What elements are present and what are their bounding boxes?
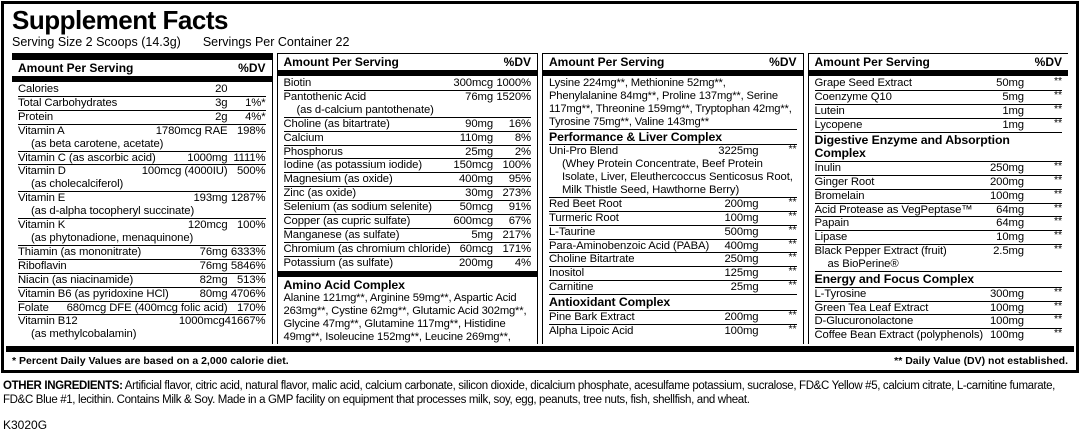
nutrient-amount: 50mg xyxy=(996,77,1024,89)
nutrient-amount: 193mg xyxy=(193,192,228,205)
nutrient-dv: ** xyxy=(1054,327,1062,340)
nutrient-dv: 4%* xyxy=(245,110,266,123)
footnote-daily-values: * Percent Daily Values are based on a 2,000 calorie diet. xyxy=(12,354,289,367)
nutrient-name: Thiamin (as mononitrate) xyxy=(18,245,142,258)
header-thick-bar xyxy=(278,70,538,76)
nutrient-dv: 100% xyxy=(502,159,531,172)
nutrient-amount: 1mg xyxy=(1002,104,1024,117)
nutrient-row xyxy=(815,175,1063,189)
nutrient-row xyxy=(284,131,532,145)
nutrient-name: Phosphorus xyxy=(283,145,343,158)
nutrient-name: Calcium xyxy=(283,131,324,144)
header-thick-bar xyxy=(543,70,803,76)
nutrient-name: Riboflavin xyxy=(18,259,67,272)
nutrient-dv: ** xyxy=(1054,243,1062,256)
nutrient-amount: 200mg xyxy=(458,256,493,269)
nutrient-row xyxy=(815,287,1063,301)
nutrient-name: Niacin (as niacinamide) xyxy=(18,273,134,286)
column-header xyxy=(18,60,266,75)
nutrient-amount: 400mg xyxy=(724,239,759,252)
nutrient-dv: 171% xyxy=(502,242,531,255)
nutrient-dv: 41667% xyxy=(224,315,266,328)
nutrient-row xyxy=(18,151,266,165)
nutrient-row xyxy=(549,266,797,280)
nutrient-amount: 100mg xyxy=(724,211,759,224)
nutrient-name: Vitamin K xyxy=(18,219,66,232)
nutrient-row xyxy=(815,118,1063,132)
ingredient-list-paragraph: Lysine 224mg**, Methionine 52mg**, Phenylalanine 84mg**, Proline 137mg**, Serine 117mg**, Threonine 159mg**, Tryptophan 42mg**, Tyrosine 75mg**, Valine 143mg** xyxy=(549,77,792,128)
nutrient-row xyxy=(284,242,532,256)
nutrient-dv: ** xyxy=(788,223,797,236)
nutrient-amount: 200mg xyxy=(989,175,1024,188)
nutrient-source: (as phytonadione, menaquinone) xyxy=(31,231,194,244)
nutrient-dv: ** xyxy=(788,279,797,292)
nutrient-name: Lipase xyxy=(814,231,848,244)
nutrient-row xyxy=(815,216,1063,230)
nutrient-dv: 8% xyxy=(514,131,531,144)
nutrient-name: Green Tea Leaf Extract xyxy=(814,301,929,314)
nutrient-row xyxy=(18,259,266,273)
section-header: Digestive Enzyme and Absorption Complex xyxy=(815,132,1063,161)
nutrient-dv: 170% xyxy=(237,301,266,314)
nutrient-amount: 600mcg xyxy=(453,215,493,228)
nutrient-row xyxy=(549,225,797,239)
nutrient-amount: 1780mcg RAE xyxy=(155,124,228,137)
nutrient-name: Vitamin E xyxy=(18,192,66,205)
nutrient-row xyxy=(18,245,266,259)
column-header-label: Amount Per Serving xyxy=(549,55,665,69)
nutrient-name: Vitamin B12 xyxy=(18,315,78,328)
nutrient-source: (as d-calcium pantothenate) xyxy=(296,103,434,116)
nutrient-name: L-Tyrosine xyxy=(814,287,867,300)
nutrient-row xyxy=(815,301,1063,315)
nutrient-amount: 300mg xyxy=(989,287,1024,300)
section-header: Performance & Liver Complex xyxy=(549,129,797,145)
nutrient-dv: ** xyxy=(788,251,797,264)
nutrient-name: Selenium (as sodium selenite) xyxy=(283,201,432,214)
footnote-dv-not-established: ** Daily Value (DV) not established. xyxy=(894,354,1068,367)
nutrient-name: Folate xyxy=(18,301,49,314)
nutrient-name: Iodine (as potassium iodide) xyxy=(283,159,422,172)
product-code: K3020G xyxy=(3,417,48,432)
nutrient-row xyxy=(815,203,1063,217)
nutrient-name: Choline Bitartrate xyxy=(549,253,635,266)
nutrient-row xyxy=(18,301,266,315)
nutrient-dv: 67% xyxy=(508,215,531,228)
nutrient-row xyxy=(284,228,532,242)
nutrient-name: Carnitine xyxy=(549,281,594,294)
nutrient-amount: 120mcg xyxy=(187,219,228,232)
nutrient-amount: 300mcg xyxy=(453,77,493,89)
nutrient-source: (as beta carotene, acetate) xyxy=(31,137,164,150)
nutrient-row xyxy=(815,244,1063,258)
nutrient-name: Papain xyxy=(814,217,850,230)
nutrient-name: Lycopene xyxy=(814,118,863,131)
other-ingredients xyxy=(3,379,1077,407)
nutrient-name: L-Taurine xyxy=(549,225,596,238)
nutrient-row xyxy=(18,218,266,232)
nutrient-name: Protein xyxy=(18,110,54,123)
column-header-label: Amount Per Serving xyxy=(283,55,399,69)
nutrient-dv: 95% xyxy=(508,173,531,186)
nutrient-row xyxy=(549,310,797,324)
nutrient-dv: ** xyxy=(1054,116,1062,129)
nutrient-dv: 5846% xyxy=(230,259,266,272)
nutrient-dv: ** xyxy=(1054,201,1062,214)
nutrient-row xyxy=(18,164,266,178)
nutrient-row xyxy=(18,314,266,328)
nutrient-row xyxy=(549,197,797,211)
nutrient-amount: 200mg xyxy=(724,197,759,210)
nutrient-dv: ** xyxy=(788,143,797,156)
page-title: Supplement Facts xyxy=(12,5,228,35)
nutrient-dv: ** xyxy=(1054,313,1062,326)
nutrient-dv: ** xyxy=(1054,75,1062,87)
nutrient-name: Biotin xyxy=(283,77,312,89)
nutrient-amount: 2g xyxy=(215,110,228,123)
nutrient-amount: 1000mg xyxy=(187,151,228,164)
supplement-column-2 xyxy=(277,53,539,344)
nutrient-dv: ** xyxy=(788,308,797,321)
nutrient-amount: 64mg xyxy=(996,217,1024,230)
nutrient-dv: 1287% xyxy=(230,192,266,205)
nutrient-source: (as cholecalciferol) xyxy=(31,178,124,191)
nutrient-dv: ** xyxy=(1054,299,1062,312)
nutrient-row xyxy=(284,117,532,131)
nutrient-row xyxy=(549,252,797,266)
nutrient-amount: 110mg xyxy=(459,131,493,144)
nutrient-name: Pantothenic Acid xyxy=(283,90,367,103)
servings-per-container: Servings Per Container 22 xyxy=(202,35,350,49)
nutrient-amount: 76mg xyxy=(465,90,493,103)
supplement-facts-panel xyxy=(1,1,1079,373)
nutrient-dv: 500% xyxy=(237,165,266,178)
nutrient-dv: 198% xyxy=(237,124,266,137)
nutrient-name: Bromelain xyxy=(814,189,865,202)
nutrient-name: Manganese (as sulfate) xyxy=(283,228,400,241)
footnotes xyxy=(12,352,1068,370)
nutrient-name: Lutein xyxy=(814,104,845,117)
nutrient-dv: 273% xyxy=(502,187,531,200)
nutrient-row xyxy=(18,287,266,301)
nutrient-source: (as d-alpha tocopheryl succinate) xyxy=(31,205,195,218)
nutrient-dv: ** xyxy=(788,195,797,208)
nutrient-dv: ** xyxy=(1054,215,1062,228)
section-header: Antioxidant Complex xyxy=(549,294,797,310)
nutrient-row xyxy=(284,90,532,104)
nutrient-dv: 1520% xyxy=(496,90,531,103)
section-header: Amino Acid Complex xyxy=(283,277,405,292)
column-header xyxy=(815,54,1063,69)
header-thick-bar xyxy=(12,76,272,82)
nutrient-row xyxy=(815,189,1063,203)
serving-size: Serving Size 2 Scoops (14.3g) xyxy=(12,35,181,49)
nutrient-dv: ** xyxy=(788,209,797,222)
nutrient-amount: 3225mg xyxy=(718,145,759,158)
nutrient-row xyxy=(815,230,1063,244)
nutrient-row xyxy=(284,158,532,172)
nutrient-amount: 100mg xyxy=(989,329,1024,342)
column-header-dv-label: %DV xyxy=(503,55,531,69)
column-header-dv-label: %DV xyxy=(1034,55,1062,69)
column-header xyxy=(284,54,532,69)
nutrient-amount: 500mg xyxy=(724,225,759,238)
nutrient-dv: ** xyxy=(1054,159,1062,172)
nutrient-name: Chromium (as chromium chloride) xyxy=(283,242,451,255)
column-header-label: Amount Per Serving xyxy=(814,55,930,69)
nutrient-amount: 1000mcg xyxy=(178,315,225,328)
nutrient-amount: 100mcg (4000IU) xyxy=(141,165,228,178)
nutrient-amount: 100mg xyxy=(724,324,759,337)
column-header xyxy=(549,54,797,69)
nutrient-name: Vitamin C (as ascorbic acid) xyxy=(18,151,156,164)
nutrient-amount: 80mg xyxy=(199,287,228,300)
nutrient-row xyxy=(815,328,1063,342)
nutrient-amount: 90mg xyxy=(465,117,493,130)
nutrient-source: as BioPerine® xyxy=(827,258,899,271)
nutrient-row xyxy=(284,214,532,228)
nutrient-dv: ** xyxy=(788,322,797,335)
nutrient-name: Inulin xyxy=(814,161,841,174)
nutrient-row xyxy=(549,324,797,338)
serving-info xyxy=(12,35,1068,50)
nutrient-dv: ** xyxy=(788,237,797,250)
nutrient-amount: 680mcg DFE (400mcg folic acid) xyxy=(66,301,228,314)
nutrient-amount: 250mg xyxy=(989,161,1024,174)
nutrient-row xyxy=(284,145,532,159)
nutrient-amount: 30mg xyxy=(465,187,493,200)
nutrient-amount: 1mg xyxy=(1002,118,1024,131)
nutrient-row xyxy=(18,96,266,110)
column-header-dv-label: %DV xyxy=(769,55,797,69)
nutrient-name: Ginger Root xyxy=(814,175,875,188)
columns xyxy=(12,53,1068,344)
nutrient-row xyxy=(284,186,532,200)
nutrient-name: Vitamin D xyxy=(18,165,66,178)
ingredient-list-paragraph: Alanine 121mg**, Arginine 59mg**, Aspartic Acid 263mg**, Cystine 62mg**, Glutamic Acid 302mg**, Glycine 47mg**, Glutamine 117mg**, Histidine 49mg**, Isoleucine 152mg**, Leucine 269mg**, xyxy=(283,292,527,343)
nutrient-amount: 60mcg xyxy=(459,242,493,255)
nutrient-amount: 2.5mg xyxy=(993,245,1024,258)
nutrient-dv: ** xyxy=(1054,229,1062,242)
nutrient-name: Red Beet Root xyxy=(549,197,622,210)
nutrient-name: Coenzyme Q10 xyxy=(814,90,892,103)
nutrient-name: Grape Seed Extract xyxy=(814,77,912,89)
nutrient-dv: 6333% xyxy=(230,245,266,258)
nutrient-row xyxy=(815,90,1063,104)
nutrient-amount: 3g xyxy=(215,96,228,109)
column-header-dv-label: %DV xyxy=(238,61,266,75)
nutrient-name: D-Glucuronolactone xyxy=(814,315,914,328)
nutrient-dv: ** xyxy=(1054,187,1062,200)
nutrient-row xyxy=(815,161,1063,175)
nutrient-row xyxy=(18,83,266,96)
nutrient-amount: 100mg xyxy=(989,189,1024,202)
nutrient-name: Coffee Bean Extract (polyphenols) xyxy=(814,329,984,342)
nutrient-dv: 4706% xyxy=(230,287,266,300)
nutrient-name: Vitamin B6 (as pyridoxine HCl) xyxy=(18,287,169,300)
nutrient-row xyxy=(18,124,266,138)
nutrient-amount: 100mg xyxy=(989,315,1024,328)
nutrient-dv: 100% xyxy=(237,219,266,232)
nutrient-amount: 50mcg xyxy=(459,201,493,214)
supplement-column-1 xyxy=(12,53,273,344)
nutrient-amount: 5mg xyxy=(471,228,493,241)
nutrient-name: Vitamin A xyxy=(18,124,65,137)
nutrient-dv: 513% xyxy=(237,273,266,286)
section-divider-bar xyxy=(278,271,538,277)
nutrient-amount: 82mg xyxy=(199,273,228,286)
nutrient-dv: 217% xyxy=(502,228,531,241)
nutrient-dv: 1000% xyxy=(496,77,531,89)
nutrient-row xyxy=(549,211,797,225)
nutrient-row xyxy=(549,280,797,294)
other-ingredients-label: OTHER INGREDIENTS: xyxy=(3,379,123,392)
nutrient-row xyxy=(284,256,532,270)
nutrient-source: (as methylcobalamin) xyxy=(31,328,137,341)
nutrient-dv: 4% xyxy=(514,256,531,269)
nutrient-name: Magnesium (as oxide) xyxy=(283,173,393,186)
nutrient-dv: ** xyxy=(1054,88,1062,101)
nutrient-dv: ** xyxy=(1054,173,1062,186)
nutrient-dv: ** xyxy=(1054,285,1062,298)
nutrient-dv: 91% xyxy=(508,201,531,214)
nutrient-name: Choline (as bitartrate) xyxy=(283,117,390,130)
nutrient-dv: 1%* xyxy=(245,96,266,109)
nutrient-amount: 200mg xyxy=(724,310,759,323)
nutrient-dv: 1111% xyxy=(233,151,266,164)
nutrient-row xyxy=(549,239,797,253)
nutrient-name: Pine Bark Extract xyxy=(549,310,635,323)
nutrient-row xyxy=(18,273,266,287)
section-header: Energy and Focus Complex xyxy=(815,271,1063,287)
supplement-column-3 xyxy=(542,53,804,344)
nutrient-name: Uni-Pro Blend xyxy=(549,145,619,158)
nutrient-amount: 10mg xyxy=(996,231,1024,244)
nutrient-amount: 150mcg xyxy=(453,159,493,172)
nutrient-amount: 100mg xyxy=(989,301,1024,314)
column-header-label: Amount Per Serving xyxy=(18,61,134,75)
nutrient-dv: ** xyxy=(788,265,797,278)
nutrient-row xyxy=(549,144,797,158)
nutrient-name: Copper (as cupric sulfate) xyxy=(283,215,411,228)
nutrient-name: Para-Aminobenzoic Acid (PABA) xyxy=(549,239,710,252)
nutrient-amount: 5mg xyxy=(1002,90,1024,103)
nutrient-name: Inositol xyxy=(549,267,584,280)
nutrient-amount: 125mg xyxy=(724,267,759,280)
nutrient-amount: 25mg xyxy=(465,145,493,158)
nutrient-amount: 76mg xyxy=(199,259,228,272)
nutrient-name: Alpha Lipoic Acid xyxy=(549,324,634,337)
nutrient-amount: 20 xyxy=(215,83,228,95)
nutrient-dv: 2% xyxy=(514,145,531,158)
nutrient-row xyxy=(18,110,266,124)
nutrient-amount: 64mg xyxy=(996,203,1024,216)
nutrient-name: Calories xyxy=(18,83,59,95)
nutrient-amount: 25mg xyxy=(730,281,759,294)
nutrient-name: Total Carbohydrates xyxy=(18,96,118,109)
nutrient-name: Acid Protease as VegPeptase™ xyxy=(814,203,973,216)
nutrient-amount: 250mg xyxy=(724,253,759,266)
nutrient-amount: 76mg xyxy=(199,245,228,258)
nutrient-amount: 400mg xyxy=(458,173,493,186)
other-ingredients-list: Artificial flavor, citric acid, natural flavor, malic acid, calcium carbonate, silicon dioxide, dicalcium phosphate, acesulfame potassium, sucralose, FD&C Yellow #5, calcium citrate, L-carnitine fumarate, FD&C Blue #1, lecithin. Contains Milk & Soy. Made in a GMP facility on equipment that processes milk, soy, egg, peanuts, tree nuts, fish, shellfish, and wheat. xyxy=(3,379,1055,406)
nutrient-row xyxy=(18,191,266,205)
nutrient-row xyxy=(815,314,1063,328)
nutrient-name: Potassium (as sulfate) xyxy=(283,256,394,269)
nutrient-name: Zinc (as oxide) xyxy=(283,187,357,200)
nutrient-row xyxy=(284,172,532,186)
supplement-column-4 xyxy=(808,53,1069,344)
nutrient-name: Turmeric Root xyxy=(549,211,619,224)
nutrient-dv: 16% xyxy=(508,117,531,130)
nutrient-row xyxy=(284,200,532,214)
nutrient-row xyxy=(815,104,1063,118)
nutrient-source: (Whey Protein Concentrate, Beef Protein Isolate, Liver, Eleuthercoccus Senticosus Root, Milk Thistle Seed, Hawthorne Berry) xyxy=(562,158,793,196)
nutrient-name: Black Pepper Extract (fruit) xyxy=(814,245,947,258)
nutrient-row xyxy=(284,77,532,90)
nutrient-dv: ** xyxy=(1054,102,1062,115)
